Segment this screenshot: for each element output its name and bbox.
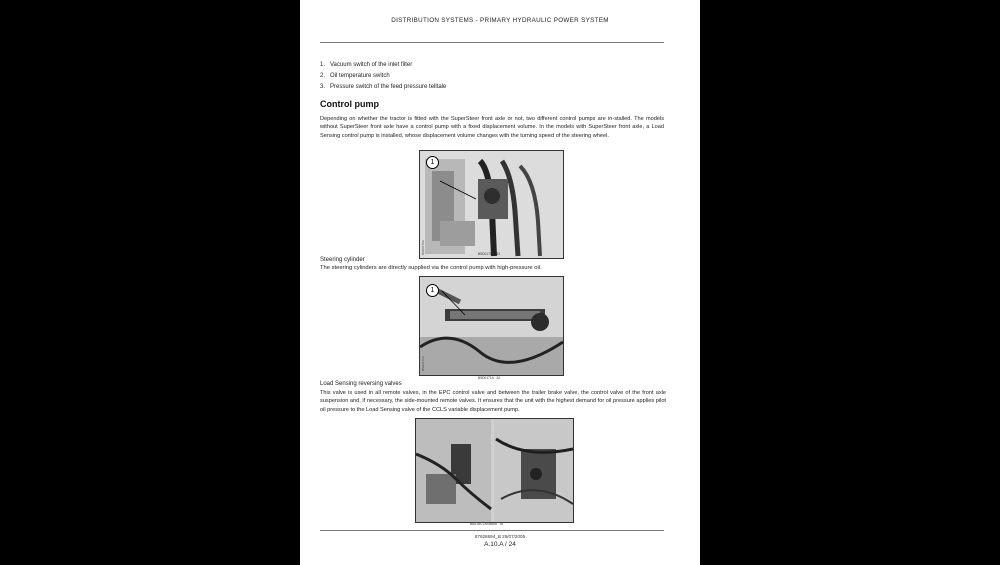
- load-sensing-heading: Load Sensing reversing valves: [320, 381, 402, 387]
- numbered-list: [320, 60, 446, 93]
- figure-caption-34: BSD0171A 34: [478, 376, 500, 380]
- control-pump-heading: Control pump: [320, 99, 379, 109]
- list-item: 1. Vacuum switch of the inlet filter: [320, 62, 413, 68]
- steering-heading: Steering cylinder: [320, 257, 365, 263]
- callout-1: 1: [426, 284, 439, 297]
- page-header-title: DISTRIBUTION SYSTEMS - PRIMARY HYDRAULIC POWER SYSTEM: [391, 17, 609, 24]
- list-item: 3. Pressure switch of the feed pressure telltale: [320, 84, 447, 90]
- list-item: 2. Oil temperature switch: [320, 73, 390, 79]
- load-sensing-paragraph: This valve is used in all remote valves, in the EPC control valve and between the trailer brake valve, the control valve of the front axle suspension and, if necessary, the side-mounted remote valves. It ensures that the unit with the highest demand for oil pressure applies pilot oil pressure to the Load Sensing valve of the CCLS variable displacement pump.: [320, 390, 666, 413]
- figure-load-sensing-valves-photo: [415, 418, 574, 523]
- control-pump-paragraph: Depending on whether the tractor is fitted with the SuperSteer front axle or not, two different control pumps are in-stalled. The models without SuperSteer front axle have a control pump with a fixed displacement volume. In the models with SuperSteer front axle, a Load Sensing control pump is installed, whose displacement volume changes with the turning speed of the steering wheel.: [320, 116, 664, 139]
- footer-divider: [320, 530, 664, 531]
- figure-control-pump-photo: [419, 150, 564, 259]
- header-divider: [320, 42, 664, 43]
- figure-caption-35: BAIL06CCM0585A 35: [470, 522, 504, 526]
- figure-steering-cylinder-photo: [419, 276, 564, 376]
- callout-1: 1: [426, 156, 439, 169]
- footer-document-number: 87628694_B 25/07/2005: [474, 534, 526, 539]
- footer-page-number: A.10.A / 24: [484, 541, 516, 548]
- figure-caption-33: BSD0170A 33: [478, 252, 500, 256]
- figure-id: BSD0171A: [421, 356, 425, 371]
- figure-id: BSD0170A: [421, 240, 425, 255]
- document-page: [300, 0, 700, 565]
- steering-paragraph: The steering cylinders are directly supplied via the control pump with high-pressure oil.: [320, 265, 542, 271]
